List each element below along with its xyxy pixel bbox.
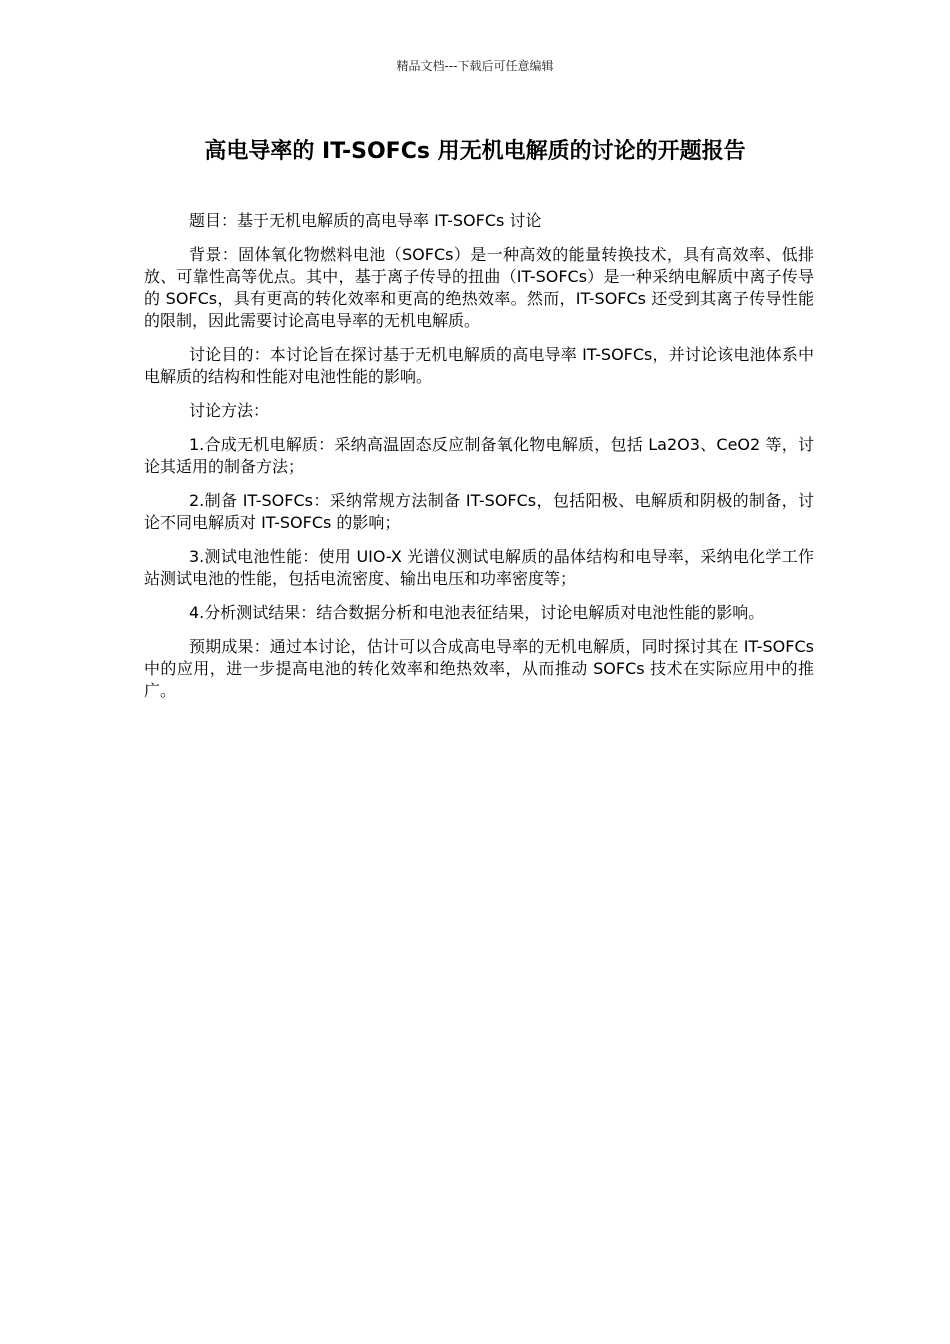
paragraph-method-4: 4.分析测试结果：结合数据分析和电池表征结果，讨论电解质对电池性能的影响。 [189, 603, 765, 622]
paragraph-expected-results: 预期成果：通过本讨论，估计可以合成高电导率的无机电解质，同时探讨其在 IT-SOFCs 中的应用，进一步提高电池的转化效率和绝热效率，从而推动 SOFCs 技术在实际应用中的推广。 [144, 637, 814, 700]
paragraph-method-3: 3.测试电池性能：使用 UIO-X 光谱仪测试电解质的晶体结构和电导率，采纳电化学工作站测试电池的性能，包括电流密度、输出电压和功率密度等； [144, 547, 814, 588]
document-body [144, 210, 814, 714]
paragraph-topic: 题目：基于无机电解质的高电导率 IT-SOFCs 讨论 [189, 211, 542, 230]
paragraph-purpose: 讨论目的：本讨论旨在探讨基于无机电解质的高电导率 IT-SOFCs，并讨论该电池体系中电解质的结构和性能对电池性能的影响。 [144, 345, 814, 386]
paragraph-method-1: 1.合成无机电解质：采纳高温固态反应制备氧化物电解质，包括 La2O3、CeO2 等，讨论其适用的制备方法； [144, 435, 814, 476]
paragraph-method-2: 2.制备 IT-SOFCs：采纳常规方法制备 IT-SOFCs，包括阳极、电解质和阴极的制备，讨论不同电解质对 IT-SOFCs 的影响； [144, 491, 814, 532]
paragraph-background: 背景：固体氧化物燃料电池（SOFCs）是一种高效的能量转换技术，具有高效率、低排放、可靠性高等优点。其中，基于离子传导的扭曲（IT-SOFCs）是一种采纳电解质中离子传导的 SOFCs，具有更高的转化效率和更高的绝热效率。然而，IT-SOFCs 还受到其离子传导性能的限制，因此需要讨论高电导率的无机电解质。 [144, 245, 814, 330]
document-title: 高电导率的 IT-SOFCs 用无机电解质的讨论的开题报告 [204, 139, 746, 164]
paragraph-methods-heading: 讨论方法： [189, 401, 270, 420]
header-note: 精品文档---下载后可任意编辑 [396, 59, 554, 73]
